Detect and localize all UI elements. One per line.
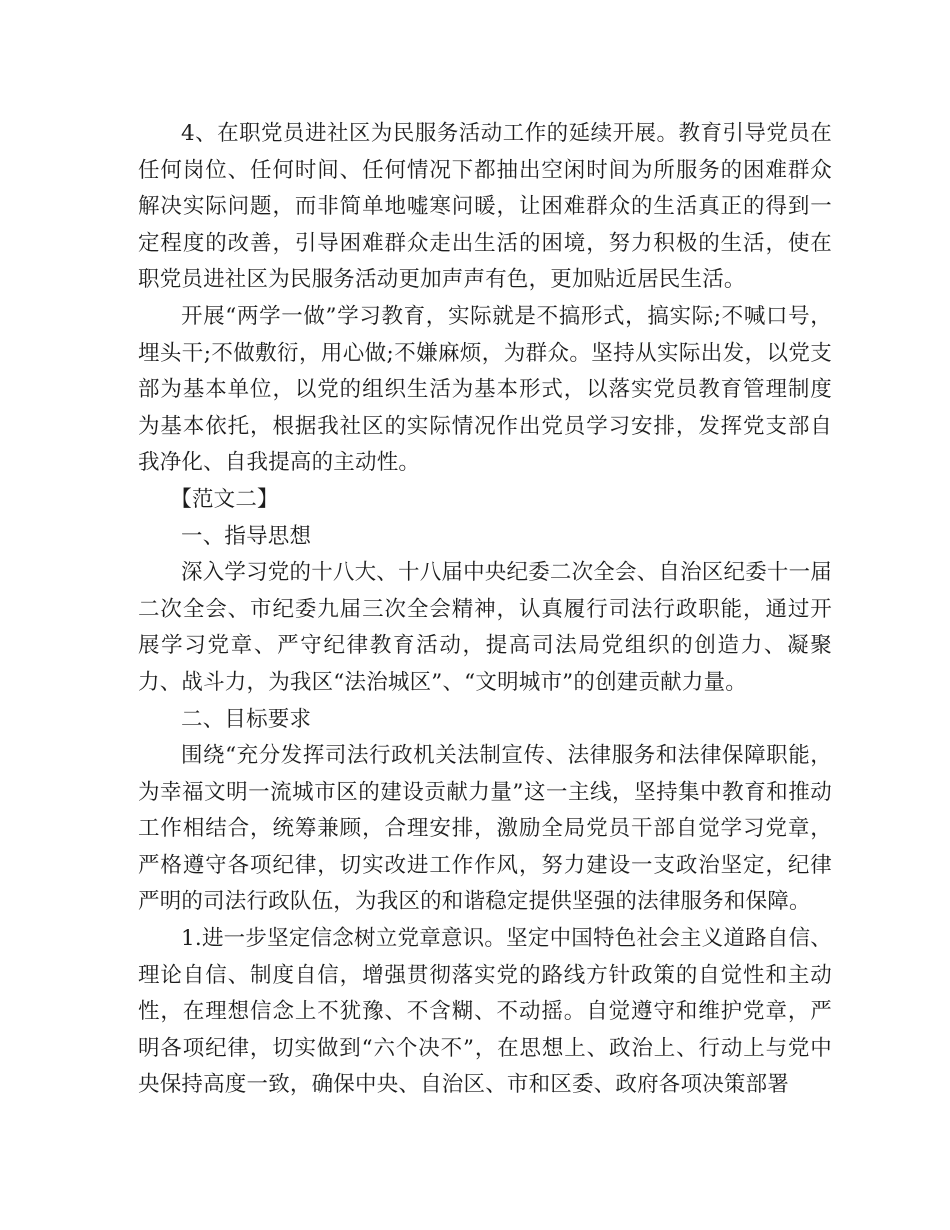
paragraph-two-studies-one-action: 开展“两学一做”学习教育，实际就是不搞形式，搞实际;不喊口号，埋头干;不做敷衍，用心做;不嫌麻烦，为群众。坚持从实际出发，以党支部为基本单位，以党的组织生活为基本形式，以落实党员教育管理制度为基本依托，根据我社区的实际情况作出党员学习安排，发挥党支部自我净化、自我提高的主动性。 [138,303,832,476]
document-body [138,116,832,1104]
paragraph-guiding-ideology: 深入学习党的十八大、十八届中央纪委二次全会、自治区纪委十一届二次全会、市纪委九届三次全会精神，认真履行司法行政职能，通过开展学习党章、严守纪律教育活动，提高司法局党组织的创造力、凝聚力、战斗力，为我区“法治城区”、“文明城市”的创建贡献力量。 [138,560,833,695]
paragraph-item-4-community-service: 4、在职党员进社区为民服务活动工作的延续开展。教育引导党员在任何岗位、任何时间、任何情况下都抽出空闲时间为所服务的困难群众解决实际问题，而非简单地嘘寒问暖，让困难群众的生活真正的得到一定程度的改善，引导困难群众走出生活的困境，努力积极的生活，使在职党员进社区为民服务活动更加声声有色，更加贴近居民生活。 [138,121,832,293]
heading-objectives: 二、目标要求 [181,706,312,732]
paragraph-objectives: 围绕“充分发挥司法行政机关法制宣传、法律服务和法律保障职能，为幸福文明一流城市区的建设贡献力量”这一主线，坚持集中教育和推动工作相结合，统筹兼顾，合理安排，激励全局党员干部自觉学习党章，严格遵守各项纪律，切实改进工作作风，努力建设一支政治坚定，纪律严明的司法行政队伍，为我区的和谐稳定提供坚强的法律服务和保障。 [138,743,832,915]
paragraph-item-1-party-constitution: 1.进一步坚定信念树立党章意识。坚定中国特色社会主义道路自信、理论自信、制度自信，增强贯彻落实党的路线方针政策的自觉性和主动性，在理想信念上不犹豫、不含糊、不动摇。自觉遵守和维护党章，严明各项纪律，切实做到“六个决不”，在思想上、政治上、行动上与党中央保持高度一致，确保中央、自治区、市和区委、政府各项决策部署 [138,926,832,1098]
heading-guiding-ideology: 一、指导思想 [181,523,312,549]
section-heading-sample-two: 【范文二】 [170,486,279,512]
